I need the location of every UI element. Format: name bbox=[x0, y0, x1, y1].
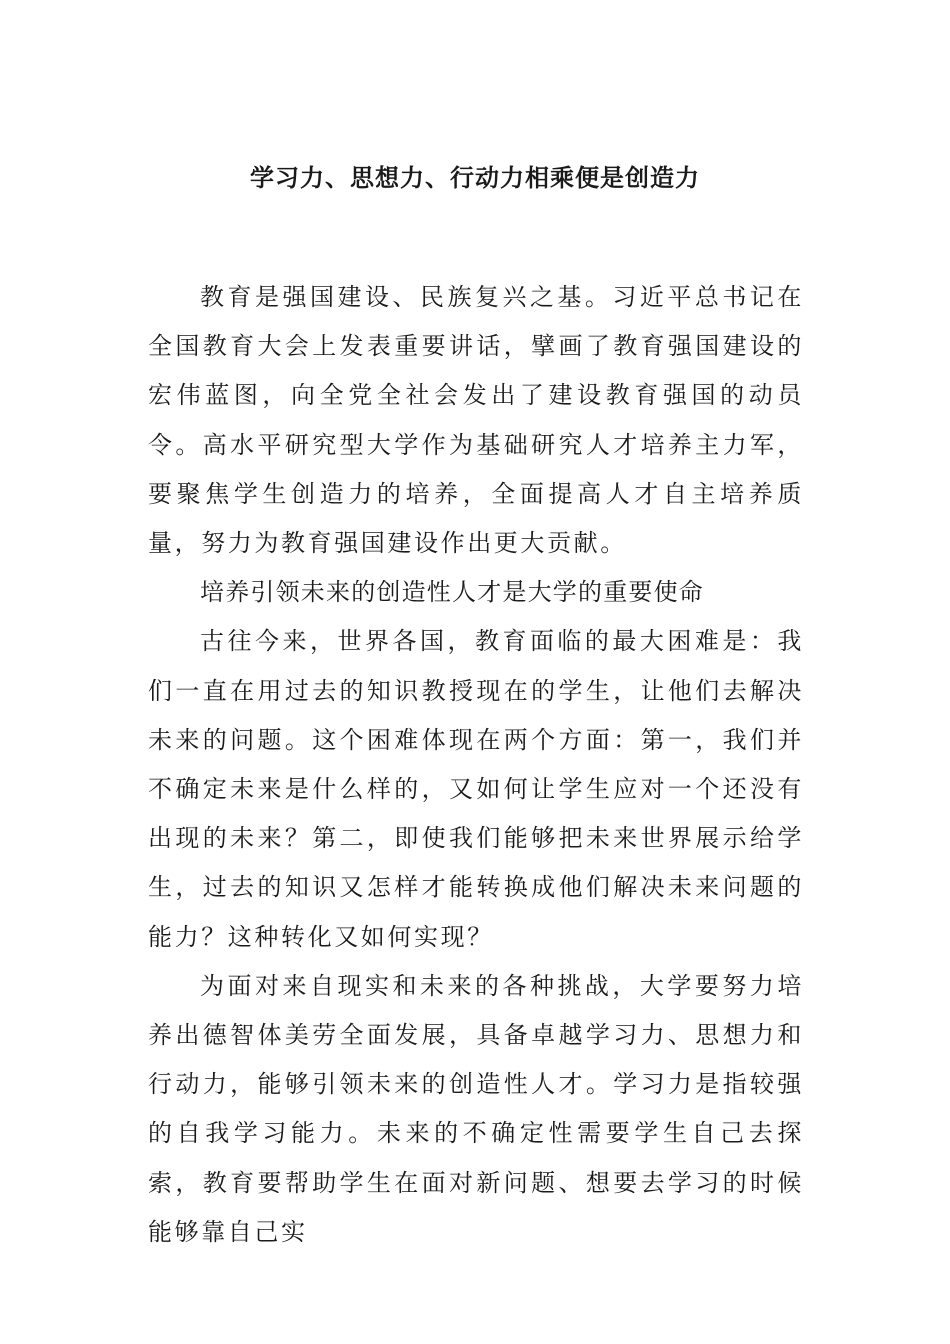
paragraph-intro: 教育是强国建设、民族复兴之基。习近平总书记在全国教育大会上发表重要讲话，擘画了教育强国建设的宏伟蓝图，向全党全社会发出了建设教育强国的动员令。高水平研究型大学作为基础研究人才培养主力军，要聚焦学生创造力的培养，全面提高人才自主培养质量，努力为教育强国建设作出更大贡献。 bbox=[148, 283, 804, 558]
paragraph-challenge: 古往今来，世界各国，教育面临的最大困难是：我们一直在用过去的知识教授现在的学生，让他们去解决未来的问题。这个困难体现在两个方面：第一，我们并不确定未来是什么样的，又如何让学生应对一个还没有出现的未来？第二，即使我们能够把未来世界展示给学生，过去的知识又怎样才能转换成他们解决未来问题的能力？这种转化又如何实现？ bbox=[148, 627, 804, 951]
section-heading: 培养引领未来的创造性人才是大学的重要使命 bbox=[200, 578, 704, 607]
document-body bbox=[148, 273, 804, 1257]
paragraph-talent: 为面对来自现实和未来的各种挑战，大学要努力培养出德智体美劳全面发展，具备卓越学习力、思想力和行动力，能够引领未来的创造性人才。学习力是指较强的自我学习能力。未来的不确定性需要学生自己去探索，教育要帮助学生在面对新问题、想要去学习的时候能够靠自己实 bbox=[148, 971, 804, 1246]
document-title: 学习力、思想力、行动力相乘便是创造力 bbox=[250, 164, 700, 192]
